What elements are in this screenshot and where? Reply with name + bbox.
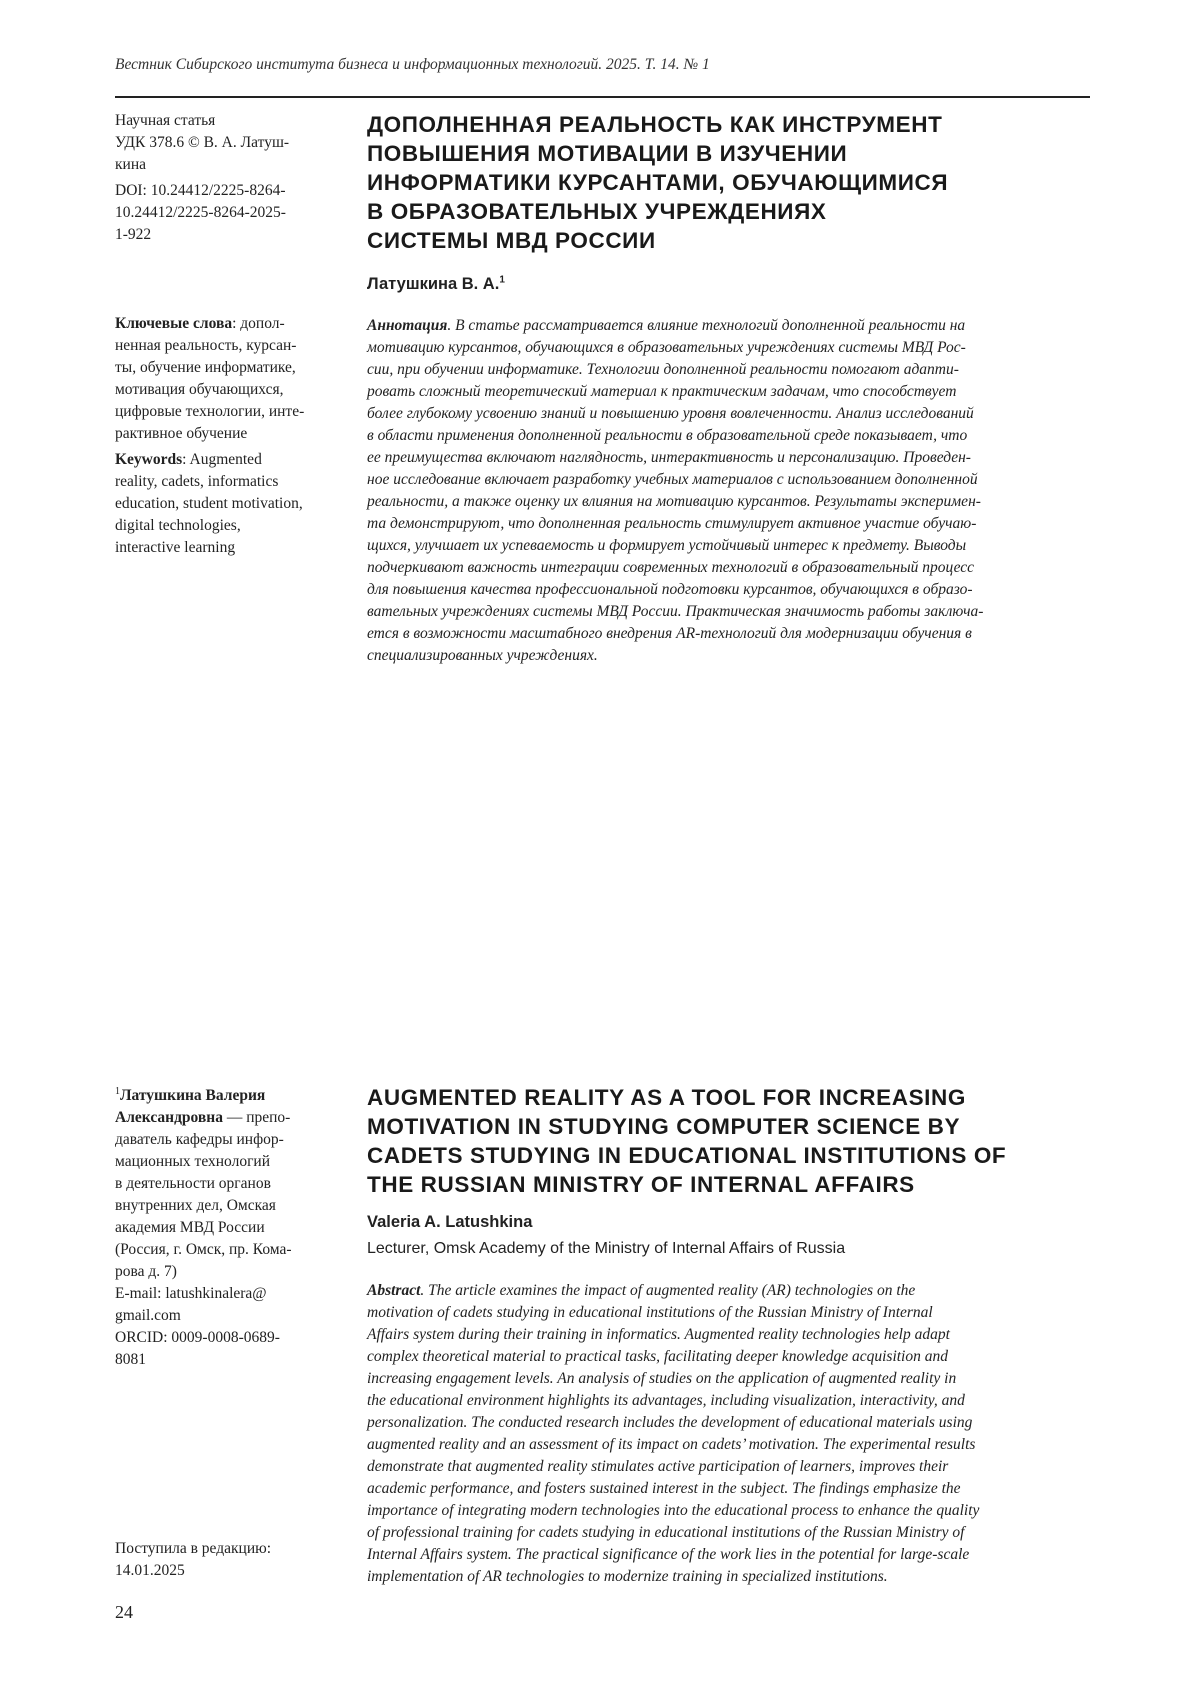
keywords-en-line: reality, cadets, informatics — [115, 471, 340, 493]
author-info-footnote-mark: 1 — [115, 1086, 120, 1097]
title-ru — [367, 110, 1090, 255]
author-ru-footnote-mark: 1 — [499, 275, 505, 286]
abstract-ru-line: более глубокому усвоению знаний и повышению уровня вовлеченности. Анализ исследований — [367, 403, 1090, 425]
doi-line-3: 1-922 — [115, 224, 340, 246]
keywords-en-text: : Augmented — [182, 451, 262, 468]
abstract-ru-line — [367, 315, 1090, 337]
abstract-en-line: Affairs system during their training in informatics. Augmented reality technologies help adapt — [367, 1324, 1090, 1346]
keywords-en-line: education, student motivation, — [115, 493, 340, 515]
author-ru-name: Латушкина В. А. — [367, 275, 499, 293]
keywords-ru-text: : допол- — [232, 315, 285, 332]
abstract-ru-line: для повышения качества профессиональной подготовки курсантов, обучающихся в образо- — [367, 579, 1090, 601]
abstract-en-line: augmented reality and an assessment of its impact on cadets’ motivation. The experimental results — [367, 1434, 1090, 1456]
keywords-en-line: interactive learning — [115, 537, 340, 559]
abstract-en-line: of professional training for cadets studying in educational institutions of the Russian Ministry of — [367, 1522, 1090, 1544]
author-en: Valeria A. Latushkina — [367, 1213, 532, 1232]
abstract-ru-text: . В статье рассматривается влияние технологий дополненной реальности на — [447, 317, 965, 334]
abstract-ru-line: щихся, улучшает их успеваемость и формирует устойчивый интерес к предмету. Выводы — [367, 535, 1090, 557]
keywords-en-label: Keywords — [115, 451, 182, 468]
author-info-name-line — [115, 1085, 340, 1107]
abstract-ru — [367, 315, 1090, 667]
abstract-en-line: motivation of cadets studying in educational institutions of the Russian Ministry of Internal — [367, 1302, 1090, 1324]
abstract-ru-line: вательных учреждениях системы МВД России. Практическая значимость работы заключа- — [367, 601, 1090, 623]
abstract-en-label: Abstract — [367, 1282, 420, 1299]
abstract-ru-line: сии, при обучении информатике. Технологии дополненной реальности помогают адапти- — [367, 359, 1090, 381]
abstract-en-line: demonstrate that augmented reality stimulates active participation of learners, improves their — [367, 1456, 1090, 1478]
title-en-block — [367, 1083, 1090, 1199]
author-email-line: gmail.com — [115, 1305, 340, 1327]
title-en-line: CADETS STUDYING IN EDUCATIONAL INSTITUTIONS OF — [367, 1141, 1090, 1170]
title-en-line: THE RUSSIAN MINISTRY OF INTERNAL AFFAIRS — [367, 1170, 1090, 1199]
header-divider — [115, 96, 1090, 98]
doi-line-1: DOI: 10.24412/2225-8264- — [115, 180, 340, 202]
author-info-line — [115, 1107, 340, 1129]
author-info-line: даватель кафедры инфор- — [115, 1129, 340, 1151]
abstract-ru-line: та демонстрируют, что дополненная реальность стимулирует активное участие обучаю- — [367, 513, 1090, 535]
title-en-line: AUGMENTED REALITY AS A TOOL FOR INCREASING — [367, 1083, 1090, 1112]
affiliation-en: Lecturer, Omsk Academy of the Ministry of Internal Affairs of Russia — [367, 1240, 845, 1258]
abstract-en-line: importance of integrating modern technologies into the educational process to enhance the quality — [367, 1500, 1090, 1522]
doi-line-2: 10.24412/2225-8264-2025- — [115, 202, 340, 224]
udc-line-1: УДК 378.6 © В. А. Латуш- — [115, 132, 340, 154]
keywords-ru-line — [115, 313, 340, 335]
title-ru-line: ПОВЫШЕНИЯ МОТИВАЦИИ В ИЗУЧЕНИИ — [367, 139, 1090, 168]
abstract-en-line: the educational environment highlights its advantages, including visualization, interactivity, and — [367, 1390, 1090, 1412]
abstract-ru-line: специализированных учреждениях. — [367, 645, 1090, 667]
received-block — [115, 1538, 340, 1582]
title-en — [367, 1083, 1090, 1199]
author-ru — [367, 275, 505, 294]
abstract-ru-line: ее преимущества включают наглядность, интерактивность и персонализацию. Проведен- — [367, 447, 1090, 469]
keywords-ru-line: ненная реальность, курсан- — [115, 335, 340, 357]
abstract-ru-line: ровать сложный теоретический материал к практическим задачам, что способствует — [367, 381, 1090, 403]
author-info — [115, 1085, 340, 1371]
title-ru-line: ДОПОЛНЕННАЯ РЕАЛЬНОСТЬ КАК ИНСТРУМЕНТ — [367, 110, 1090, 139]
keywords-ru-line: цифровые технологии, инте- — [115, 401, 340, 423]
abstract-ru-label: Аннотация — [367, 317, 447, 334]
received-label: Поступила в редакцию: — [115, 1538, 340, 1560]
abstract-ru-line: реальности, а также оценку их влияния на мотивацию курсантов. Результаты эксперимен- — [367, 491, 1090, 513]
author-info-line: академия МВД России — [115, 1217, 340, 1239]
journal-header: Вестник Сибирского института бизнеса и информационных технологий. 2025. Т. 14. № 1 — [115, 56, 1090, 74]
abstract-ru-line: в области применения дополненной реальности в образовательной среде показывает, что — [367, 425, 1090, 447]
received-date: 14.01.2025 — [115, 1560, 340, 1582]
page-number: 24 — [115, 1602, 133, 1623]
title-ru-line: ИНФОРМАТИКИ КУРСАНТАМИ, ОБУЧАЮЩИМИСЯ — [367, 168, 1090, 197]
abstract-ru-line: ное исследование включает разработку учебных материалов с использованием дополненной — [367, 469, 1090, 491]
author-info-name: Александровна — [115, 1109, 223, 1126]
title-ru-line: В ОБРАЗОВАТЕЛЬНЫХ УЧРЕЖДЕНИЯХ — [367, 197, 1090, 226]
abstract-en-line: increasing engagement levels. An analysis of studies on the application of augmented reality in — [367, 1368, 1090, 1390]
title-en-line: MOTIVATION IN STUDYING COMPUTER SCIENCE BY — [367, 1112, 1090, 1141]
author-email-line: E-mail: latushkinalera@ — [115, 1283, 340, 1305]
keywords-en-line: digital technologies, — [115, 515, 340, 537]
abstract-ru-line: мотивацию курсантов, обучающихся в образовательных учреждениях системы МВД Рос- — [367, 337, 1090, 359]
abstract-en-line: personalization. The conducted research includes the development of educational materials using — [367, 1412, 1090, 1434]
keywords-ru-line: мотивация обучающихся, — [115, 379, 340, 401]
keywords-ru-label: Ключевые слова — [115, 315, 232, 332]
abstract-en-line: Internal Affairs system. The practical significance of the work lies in the potential for large-scale — [367, 1544, 1090, 1566]
abstract-en-text: . The article examines the impact of augmented reality (AR) technologies on the — [420, 1282, 915, 1299]
article-meta — [115, 110, 340, 246]
abstract-en-line: implementation of AR technologies to modernize training in specialized institutions. — [367, 1566, 1090, 1588]
keywords-ru-line: рактивное обучение — [115, 423, 340, 445]
abstract-ru-line: ется в возможности масштабного внедрения AR-технологий для модернизации обучения в — [367, 623, 1090, 645]
abstract-en-line — [367, 1280, 1090, 1302]
author-info-desc: — препо- — [223, 1109, 290, 1126]
author-info-line: в деятельности органов — [115, 1173, 340, 1195]
author-info-name: Латушкина Валерия — [120, 1087, 265, 1104]
abstract-ru-line: подчеркивают важность интеграции современных технологий в образовательный процесс — [367, 557, 1090, 579]
abstract-en-line: academic performance, and fosters sustained interest in the subject. The findings emphasize the — [367, 1478, 1090, 1500]
abstract-en — [367, 1280, 1090, 1588]
article-type: Научная статья — [115, 110, 340, 132]
author-orcid-line: 8081 — [115, 1349, 340, 1371]
author-info-line: (Россия, г. Омск, пр. Кома- — [115, 1239, 340, 1261]
author-orcid-line: ORCID: 0009-0008-0689- — [115, 1327, 340, 1349]
author-info-line: рова д. 7) — [115, 1261, 340, 1283]
keywords-en-line — [115, 449, 340, 471]
keywords-block — [115, 313, 340, 559]
author-info-line: мационных технологий — [115, 1151, 340, 1173]
udc-line-2: кина — [115, 154, 340, 176]
author-info-line: внутренних дел, Омская — [115, 1195, 340, 1217]
abstract-en-line: complex theoretical material to practical tasks, facilitating deeper knowledge acquisition and — [367, 1346, 1090, 1368]
title-ru-line: СИСТЕМЫ МВД РОССИИ — [367, 226, 1090, 255]
keywords-ru-line: ты, обучение информатике, — [115, 357, 340, 379]
title-ru-block — [367, 110, 1090, 255]
